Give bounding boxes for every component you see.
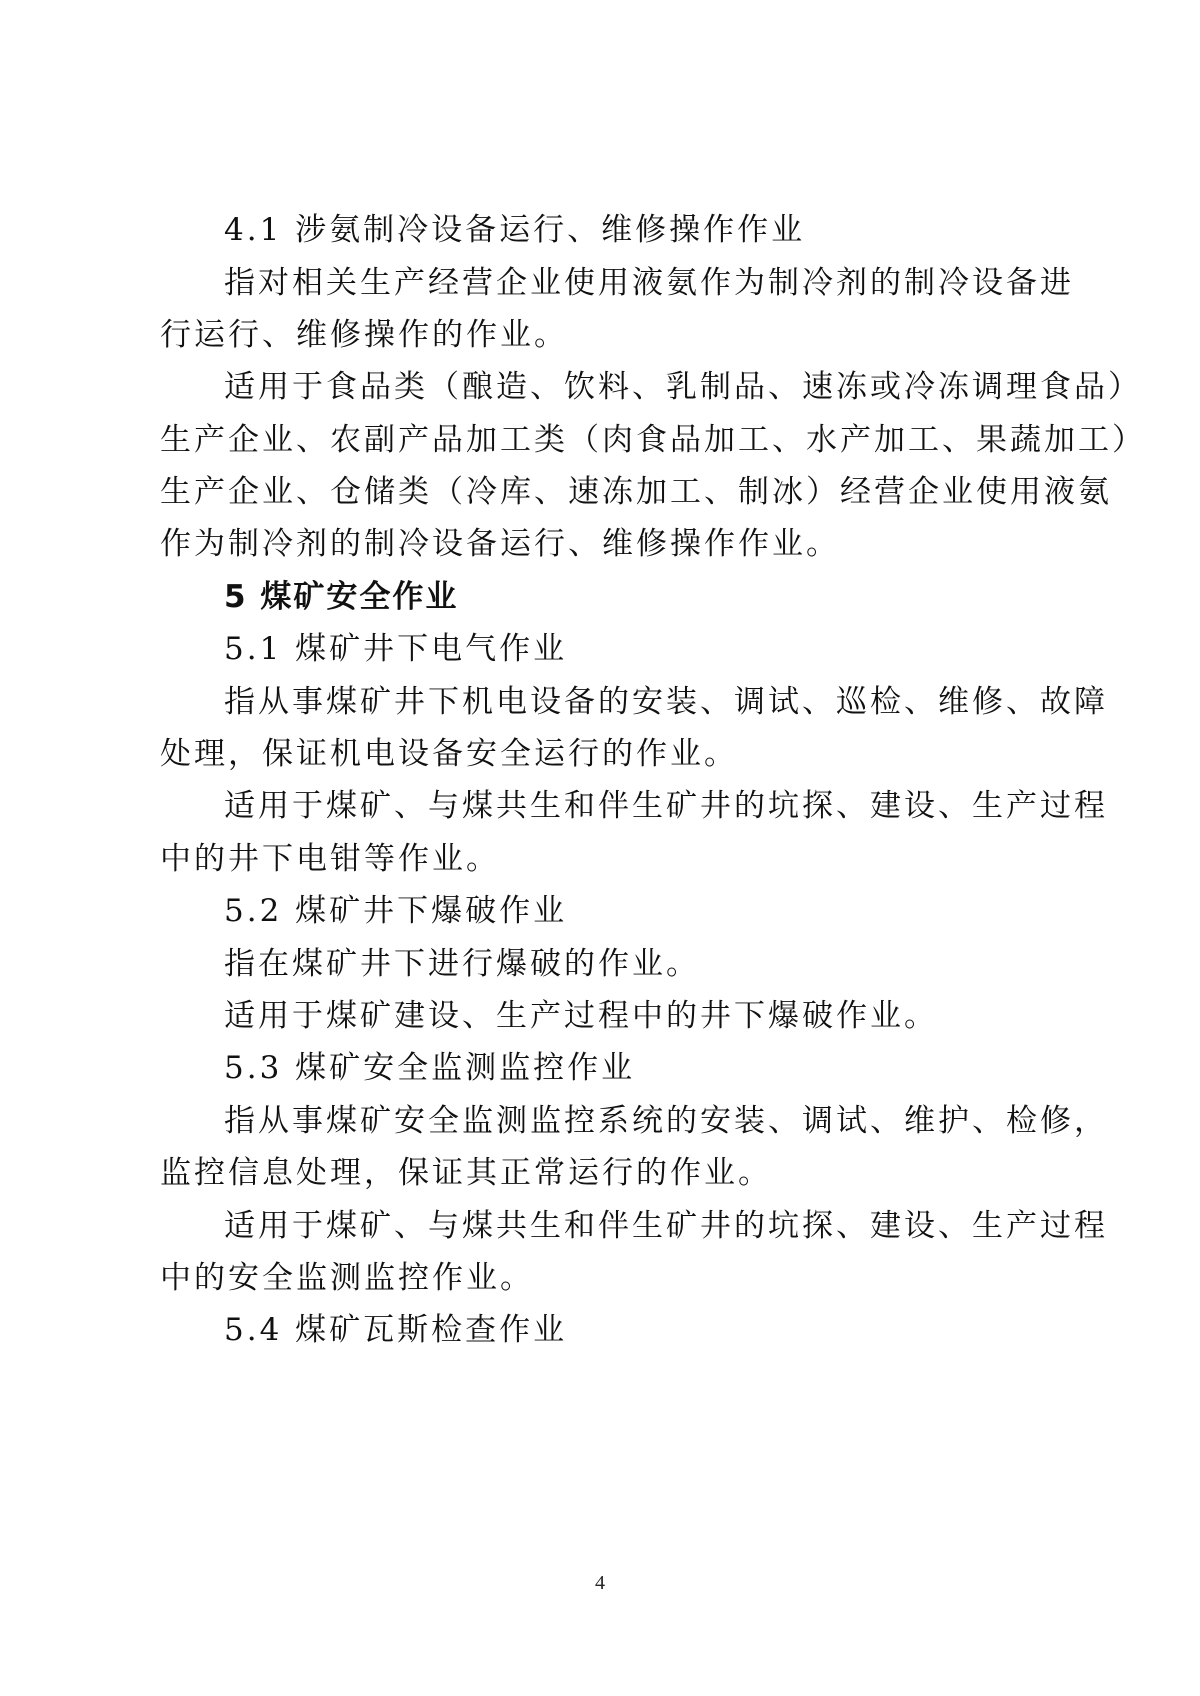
paragraph-line: 适用于煤矿、与煤共生和伴生矿井的坑探、建设、生产过程 bbox=[224, 1208, 1108, 1244]
paragraph-line: 适用于煤矿建设、生产过程中的井下爆破作业。 bbox=[224, 998, 938, 1034]
paragraph-line: 作为制冷剂的制冷设备运行、维修操作作业。 bbox=[160, 526, 840, 562]
paragraph-line: 指在煤矿井下进行爆破的作业。 bbox=[224, 946, 700, 982]
section-heading-5-4: 5.4 煤矿瓦斯检查作业 bbox=[224, 1312, 568, 1348]
paragraph-line: 指从事煤矿井下机电设备的安装、调试、巡检、维修、故障 bbox=[224, 684, 1108, 720]
paragraph-line: 适用于食品类（酿造、饮料、乳制品、速冻或冷冻调理食品） bbox=[224, 369, 1142, 405]
paragraph-line: 行运行、维修操作的作业。 bbox=[160, 317, 568, 353]
paragraph-line: 生产企业、仓储类（冷库、速冻加工、制冰）经营企业使用液氨 bbox=[160, 474, 1112, 510]
paragraph-line: 监控信息处理，保证其正常运行的作业。 bbox=[160, 1155, 772, 1191]
section-heading-5-3: 5.3 煤矿安全监测监控作业 bbox=[224, 1050, 636, 1086]
paragraph-line: 生产企业、农副产品加工类（肉食品加工、水产加工、果蔬加工） bbox=[160, 422, 1146, 458]
section-heading-4-1: 4.1 涉氨制冷设备运行、维修操作作业 bbox=[224, 212, 806, 248]
paragraph-line: 中的井下电钳等作业。 bbox=[160, 841, 500, 877]
section-heading-5-1: 5.1 煤矿井下电气作业 bbox=[224, 631, 568, 667]
section-heading-5: 5 煤矿安全作业 bbox=[224, 579, 459, 615]
section-heading-5-2: 5.2 煤矿井下爆破作业 bbox=[224, 893, 568, 929]
paragraph-line: 指对相关生产经营企业使用液氨作为制冷剂的制冷设备进 bbox=[224, 265, 1074, 301]
paragraph-line: 中的安全监测监控作业。 bbox=[160, 1260, 534, 1296]
paragraph-line: 适用于煤矿、与煤共生和伴生矿井的坑探、建设、生产过程 bbox=[224, 788, 1108, 824]
page-number: 4 bbox=[595, 1572, 605, 1594]
paragraph-line: 指从事煤矿安全监测监控系统的安装、调试、维护、检修， bbox=[224, 1103, 1108, 1139]
paragraph-line: 处理，保证机电设备安全运行的作业。 bbox=[160, 736, 738, 772]
